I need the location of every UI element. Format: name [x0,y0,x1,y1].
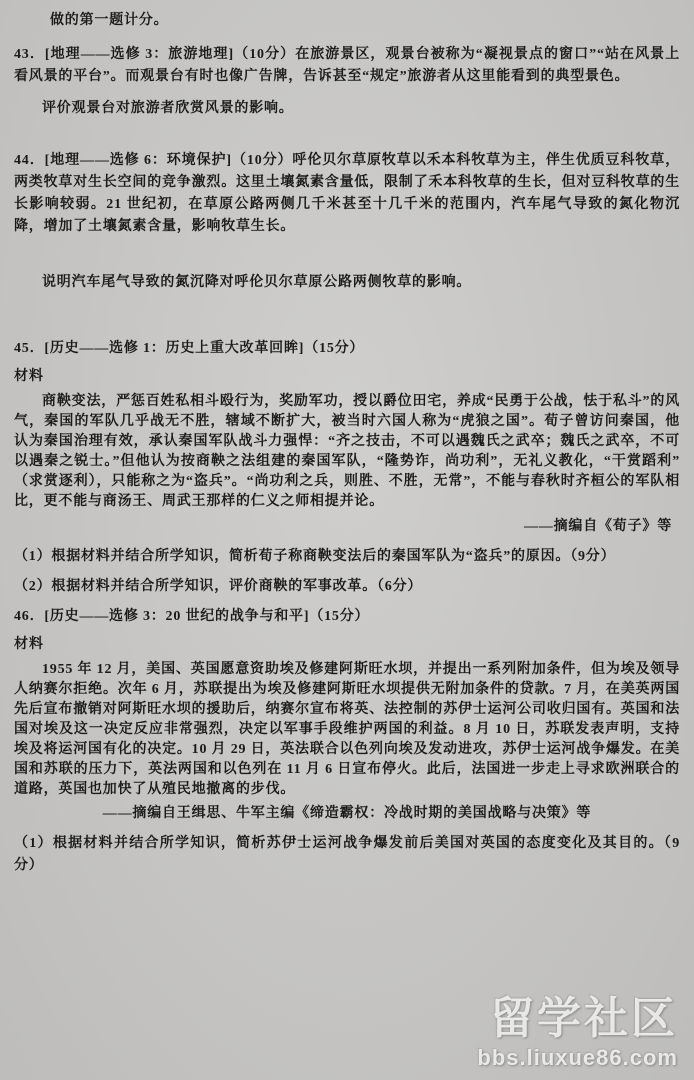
q45-source-citation: ——摘编自《荀子》等 [524,519,672,534]
q46-material-text: 1955 年 12 月，美国、英国愿意资助埃及修建阿斯旺水坝，并提出一系列附加条件，但为埃及领导人纳赛尔拒绝。次年 6 月，苏联提出为埃及修建阿斯旺水坝提供无附加条件的贷款。7 月，在美英两国先后宣布撤销对阿斯旺水坝的援助后，纳赛尔宣布将英、法控制的苏伊士运河公司收归国有。英国和法国对埃及这一决定反应非常强烈，决定以军事手段维护两国的利益。8 月 10 日，苏联发表声明，支持埃及将运河国有化的决定。10 月 29 日，英法联合以色列向埃及发动进攻，苏伊士运河战争爆发。在美国和苏联的压力下，英法两国和以色列在 11 月 6 日宣布停火。此后，法国进一步走上寻求欧洲联合的道路，英国也加快了从殖民地撤离的步伐。 [14,662,680,797]
watermark [477,995,678,1070]
question-44 [14,150,680,294]
watermark-site-name: 留学社区 [490,994,678,1044]
q45-subquestion-2: （2）根据材料并结合所学知识，评价商鞅的军事改革。（6分） [14,579,423,594]
question-46 [14,606,680,877]
q44-task: 说明汽车尾气导致的氮沉降对呼伦贝尔草原公路两侧牧草的影响。 [42,275,472,290]
q46-heading: 46．[历史——选修 3：20 世纪的战争与和平]（15分） [14,609,370,624]
q43-text: 43．[地理——选修 3：旅游地理]（10分）在旅游景区，观景台被称为“凝视景点的窗口”“站在风景上看风景的平台”。而观景台有时也像广告牌，告诉甚至“规定”旅游者从这里能看到的典型景色。 [14,47,680,84]
q46-source-citation: ——摘编自王缉思、牛军主编《缔造霸权：冷战时期的美国战略与决策》等 [102,806,592,821]
q45-material-text: 商鞅变法，严惩百姓私相斗殴行为，奖励军功，授以爵位田宅，养成“民勇于公战，怯于私斗”的风气，秦国的军队几乎战无不胜，辖域不断扩大，被当时六国人称为“虎狼之国”。荀子曾访问秦国，他认为秦国治理有效，承认秦国军队战斗力强悍：“齐之技击，不可以遇魏氏之武卒；魏氏之武卒，不可以遇秦之锐士。”但他认为按商鞅之法组建的秦国军队，“隆势诈，尚功利”，无礼义教化，“干赏蹈利”（求赏逐利），只能称之为“盗兵”。“尚功利之兵，则胜、不胜，无常”，不能与春秋时齐桓公的军队相比，更不能与商汤王、周武王那样的仁义之师相提并论。 [14,394,680,509]
q45-subquestion-1: （1）根据材料并结合所学知识，简析荀子称商鞅变法后的秦国军队为“盗兵”的原因。（9分） [14,549,616,564]
q45-heading: 45．[历史——选修 1：历史上重大改革回眸]（15分） [14,341,365,356]
watermark-site-url: bbs.liuxue86.com [477,1044,678,1070]
q46-material-label: 材料 [14,637,44,652]
question-43 [14,44,680,120]
q45-material-label: 材料 [14,369,44,384]
q43-task: 评价观景台对旅游者欣赏风景的影响。 [42,101,294,116]
q44-text: 44．[地理——选修 6：环境保护]（10分）呼伦贝尔草原牧草以禾本科牧草为主，伴生优质豆科牧草，两类牧草对生长空间的竞争激烈。这里土壤氮素含量低，限制了禾本科牧草的生长，但对豆科牧草的生长影响较弱。21 世纪初，在草原公路两侧几千米甚至十几千米的范围内，汽车尾气导致的氮化物沉降，增加了土壤氮素含量，影响牧草生长。 [14,153,680,234]
instructions-tail-line: 做的第一题计分。 [50,13,169,28]
question-45 [14,338,680,598]
q46-subquestion-1: （1）根据材料并结合所学知识，简析苏伊士运河战争爆发前后美国对英国的态度变化及其目的。（9分） [14,836,680,873]
